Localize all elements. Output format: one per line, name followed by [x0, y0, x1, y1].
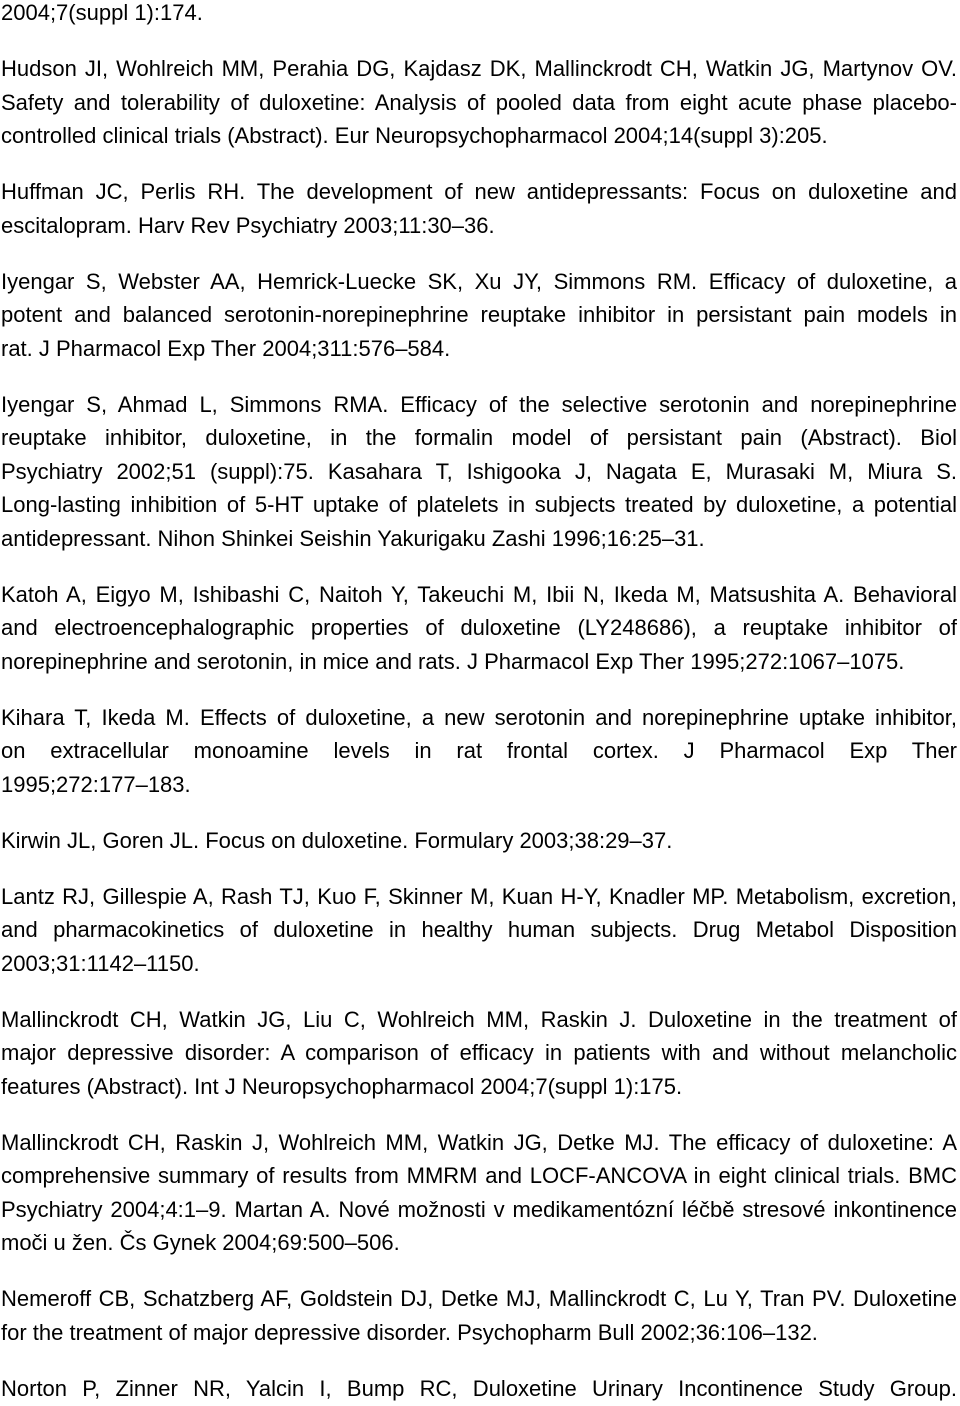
reference-line: moči u žen. Čs Gynek 2004;69:500–506.: [1, 1230, 400, 1255]
reference-line: escitalopram. Harv Rev Psychiatry 2003;11:30–36.: [1, 212, 495, 238]
reference-line: Psychiatry 2004;4:1–9. Martan A. Nové možnosti v medikamentózní léčbě stresové inkontinence: [1, 1196, 957, 1222]
reference-line: potent and balanced serotonin-norepinephrine reuptake inhibitor in persistant pain models in: [1, 302, 957, 327]
reference-line: and electroencephalographic properties of duloxetine (LY248686), a reuptake inhibitor of: [1, 615, 957, 640]
reference-entry: [1, 1126, 957, 1260]
reference-entry: [1, 175, 957, 242]
reference-line: Huffman JC, Perlis RH. The development of new antidepressants: Focus on duloxetine and: [1, 179, 957, 204]
reference-line: antidepressant. Nihon Shinkei Seishin Yakurigaku Zashi 1996;16:25–31.: [1, 525, 705, 551]
reference-line: major depressive disorder: A comparison of efficacy in patients with and without melancholic: [1, 1040, 957, 1065]
reference-line: controlled clinical trials (Abstract). Eur Neuropsychopharmacol 2004;14(suppl 3):205.: [1, 123, 828, 148]
reference-entry-continued: [1, 0, 957, 30]
reference-line: features (Abstract). Int J Neuropsychopharmacol 2004;7(suppl 1):175.: [1, 1073, 683, 1099]
reference-line: on extracellular monoamine levels in rat frontal cortex. J Pharmacol Exp Ther: [1, 738, 957, 763]
reference-entry: [1, 701, 957, 802]
reference-entry: [1, 578, 957, 679]
reference-entry: [1, 1282, 957, 1349]
reference-line: norepinephrine and serotonin, in mice and rats. J Pharmacol Exp Ther 1995;272:1067–1075.: [1, 648, 905, 674]
reference-entry: [1, 1003, 957, 1104]
reference-line: 2004;7(suppl 1):174.: [1, 0, 203, 25]
reference-line: Mallinckrodt CH, Watkin JG, Liu C, Wohlreich MM, Raskin J. Duloxetine in the treatment of: [1, 1006, 957, 1032]
reference-line: comprehensive summary of results from MMRM and LOCF-ANCOVA in eight clinical trials. BMC: [1, 1163, 957, 1188]
reference-entry: [1, 880, 957, 981]
reference-line: Nemeroff CB, Schatzberg AF, Goldstein DJ, Detke MJ, Mallinckrodt C, Lu Y, Tran PV. Duloxetine: [1, 1286, 957, 1311]
reference-line: Kihara T, Ikeda M. Effects of duloxetine, a new serotonin and norepinephrine uptake inhibitor,: [1, 704, 957, 730]
reference-line: Iyengar S, Webster AA, Hemrick-Luecke SK, Xu JY, Simmons RM. Efficacy of duloxetine, a: [1, 268, 957, 294]
reference-entry: [1, 388, 957, 556]
reference-list: [1, 0, 957, 1405]
reference-line: for the treatment of major depressive disorder. Psychopharm Bull 2002;36:106–132.: [1, 1319, 818, 1345]
reference-line: Iyengar S, Ahmad L, Simmons RMA. Efficacy of the selective serotonin and norepinephrine: [1, 391, 957, 417]
reference-line: Kirwin JL, Goren JL. Focus on duloxetine. Formulary 2003;38:29–37.: [1, 827, 673, 853]
reference-line: Mallinckrodt CH, Raskin J, Wohlreich MM, Watkin JG, Detke MJ. The efficacy of duloxetine: A: [1, 1129, 957, 1155]
reference-line: Psychiatry 2002;51 (suppl):75. Kasahara T, Ishigooka J, Nagata E, Murasaki M, Miura S.: [1, 458, 957, 484]
reference-entry-truncated: [1, 1372, 957, 1406]
reference-line: Safety and tolerability of duloxetine: Analysis of pooled data from eight acute phase placebo-: [1, 89, 957, 115]
reference-line: Hudson JI, Wohlreich MM, Perahia DG, Kajdasz DK, Mallinckrodt CH, Watkin JG, Martynov OV.: [1, 56, 957, 81]
reference-line: and pharmacokinetics of duloxetine in healthy human subjects. Drug Metabol Disposition: [1, 917, 957, 942]
reference-line: Lantz RJ, Gillespie A, Rash TJ, Kuo F, Skinner M, Kuan H-Y, Knadler MP. Metabolism, excretion,: [1, 883, 957, 909]
reference-line: Long-lasting inhibition of 5-HT uptake of platelets in subjects treated by duloxetine, a potential: [1, 492, 957, 517]
reference-entry: [1, 824, 957, 858]
reference-line: Norton P, Zinner NR, Yalcin I, Bump RC, Duloxetine Urinary Incontinence Study Group.: [1, 1375, 957, 1401]
reference-line: rat. J Pharmacol Exp Ther 2004;311:576–584.: [1, 335, 451, 361]
reference-entry: [1, 265, 957, 366]
reference-line: 1995;272:177–183.: [1, 771, 191, 797]
reference-line: 2003;31:1142–1150.: [1, 950, 200, 976]
reference-line: Katoh A, Eigyo M, Ishibashi C, Naitoh Y, Takeuchi M, Ibii N, Ikeda M, Matsushita A. Behavioral: [1, 581, 957, 607]
reference-line: reuptake inhibitor, duloxetine, in the formalin model of persistant pain (Abstract). Biol: [1, 425, 957, 450]
reference-entry: [1, 52, 957, 153]
